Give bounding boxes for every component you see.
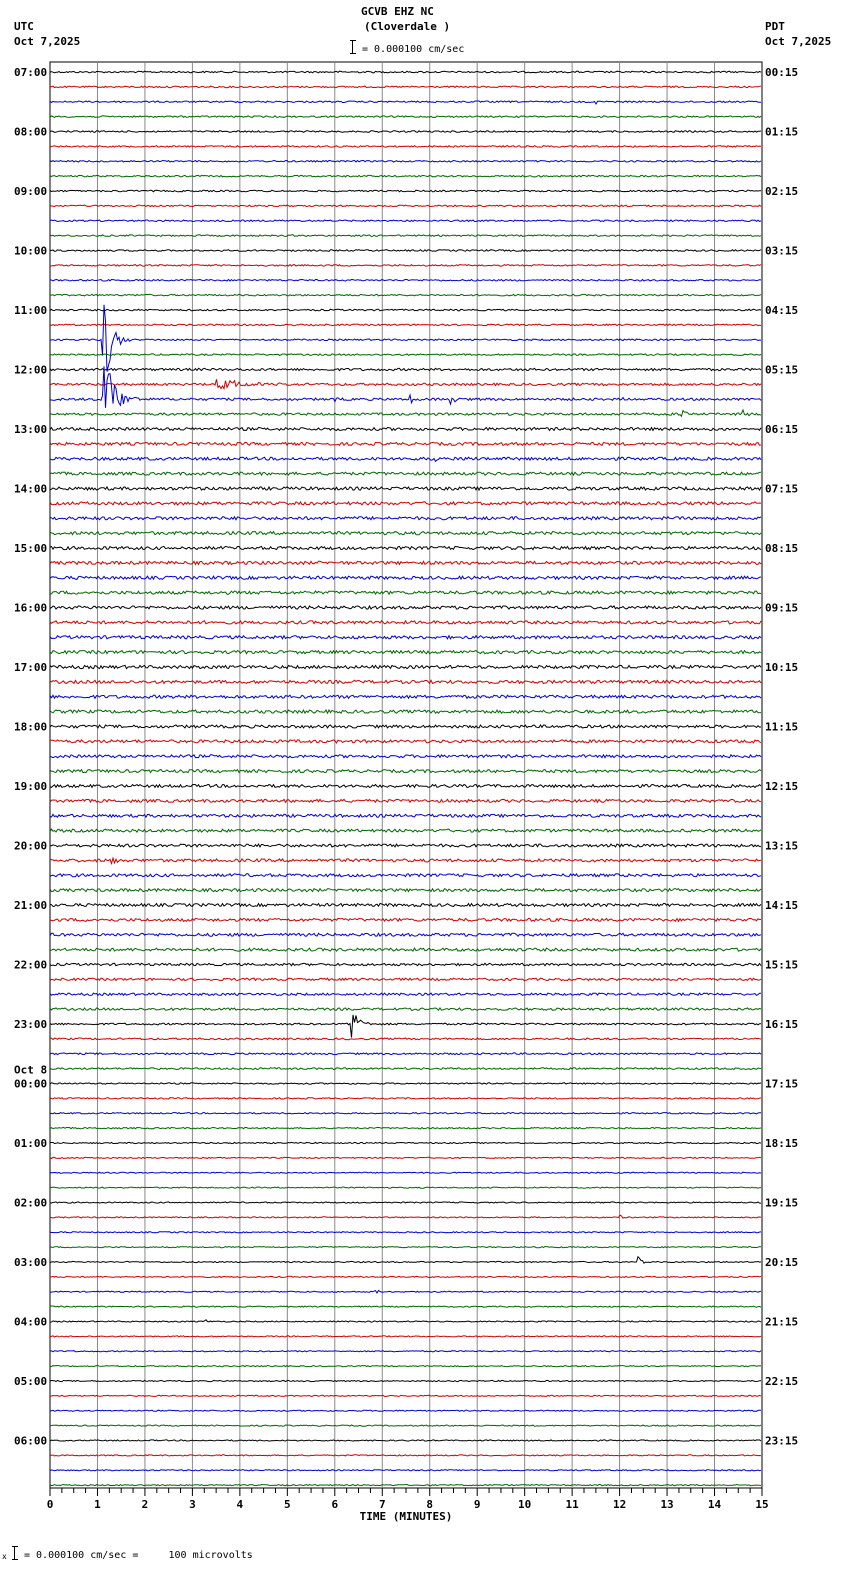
seismic-trace — [50, 368, 761, 370]
seismic-trace — [50, 305, 761, 372]
seismic-trace — [50, 680, 761, 683]
seismic-trace — [50, 963, 761, 965]
seismic-trace — [50, 161, 761, 163]
x-tick-label: 13 — [660, 1498, 674, 1511]
seismic-trace — [50, 175, 761, 177]
utc-label: UTC — [14, 20, 34, 33]
pdt-hour-label: 23:15 — [765, 1434, 799, 1448]
seismic-trace — [50, 1232, 761, 1233]
seismic-trace — [50, 591, 761, 594]
footer-scale-bar-icon — [14, 1546, 15, 1560]
utc-hour-label: 18:00 — [14, 720, 48, 734]
seismic-trace — [50, 576, 761, 579]
seismic-trace — [50, 1485, 761, 1486]
seismic-trace — [50, 1306, 761, 1307]
seismic-trace — [50, 561, 761, 564]
footer-prefix: x — [2, 1552, 7, 1561]
seismic-trace — [50, 1172, 761, 1173]
pdt-hour-label: 02:15 — [765, 185, 799, 198]
pdt-hour-label: 17:15 — [765, 1077, 799, 1091]
seismic-trace — [50, 265, 761, 267]
scale-label: = 0.000100 cm/sec — [362, 44, 465, 55]
pdt-hour-label: 22:15 — [765, 1375, 799, 1388]
utc-hour-label: 20:00 — [14, 839, 48, 853]
seismic-trace — [50, 354, 761, 356]
seismic-trace — [50, 1291, 761, 1294]
seismic-trace — [50, 502, 761, 505]
x-tick-label: 3 — [189, 1498, 196, 1511]
pdt-hour-label: 21:15 — [765, 1315, 799, 1329]
seismic-trace — [50, 829, 761, 832]
seismic-trace — [50, 517, 761, 520]
utc-hour-label: 13:00 — [14, 423, 48, 436]
seismic-trace — [50, 250, 761, 252]
seismic-trace — [50, 1320, 761, 1322]
seismic-trace — [50, 280, 761, 282]
pdt-hour-label: 09:15 — [765, 601, 799, 615]
utc-hour-label: 19:00 — [14, 780, 48, 793]
seismic-trace — [50, 101, 761, 104]
x-tick-label: 15 — [755, 1498, 769, 1511]
seismic-trace — [50, 770, 761, 773]
seismic-trace — [50, 205, 761, 207]
seismic-trace — [50, 1098, 761, 1099]
utc-hour-label: 23:00 — [14, 1018, 48, 1031]
seismic-trace — [50, 324, 761, 326]
seismic-trace — [50, 1276, 761, 1277]
x-tick-label: 5 — [284, 1498, 291, 1511]
x-tick-label: 4 — [236, 1498, 244, 1511]
utc-hour-label: 11:00 — [14, 304, 48, 317]
utc-hour-label: 05:00 — [14, 1375, 48, 1388]
seismic-trace — [50, 1187, 761, 1188]
utc-hour-label: 00:00 — [14, 1077, 48, 1091]
pdt-hour-label: 03:15 — [765, 244, 799, 258]
seismic-trace — [50, 651, 761, 654]
seismic-trace — [50, 146, 761, 148]
x-tick-label: 7 — [378, 1498, 386, 1511]
seismic-trace — [50, 190, 761, 192]
utc-hour-label: 15:00 — [14, 542, 48, 555]
utc-hour-label: 10:00 — [14, 244, 48, 258]
utc-hour-label: 04:00 — [14, 1315, 48, 1329]
utc-hour-label: 21:00 — [14, 899, 48, 912]
seismic-trace — [50, 1455, 761, 1456]
seismic-trace — [50, 799, 761, 802]
seismic-trace — [50, 86, 761, 88]
seismic-trace — [50, 814, 761, 817]
utc-hour-label: 17:00 — [14, 661, 48, 674]
pdt-hour-label: 13:15 — [765, 839, 799, 853]
x-axis-label: TIME (MINUTES) — [359, 1510, 453, 1523]
x-tick-label: 1 — [94, 1498, 101, 1511]
pdt-hour-label: 18:15 — [765, 1137, 799, 1150]
x-tick-label: 10 — [518, 1498, 532, 1511]
x-tick-label: 14 — [707, 1498, 722, 1511]
pdt-hour-label: 16:15 — [765, 1018, 799, 1031]
seismic-trace — [50, 755, 761, 758]
pdt-hour-label: 11:15 — [765, 720, 799, 734]
pdt-hour-label: 01:15 — [765, 125, 799, 139]
utc-date: Oct 7,2025 — [14, 35, 81, 48]
seismic-trace — [50, 725, 761, 728]
seismic-trace — [50, 665, 761, 668]
seismic-trace — [50, 428, 761, 431]
seismic-trace — [50, 472, 761, 475]
seismic-trace — [50, 1380, 761, 1381]
seismic-trace — [50, 1038, 761, 1040]
seismic-trace — [50, 366, 761, 408]
pdt-hour-label: 00:15 — [765, 66, 799, 79]
utc-hour-label: 06:00 — [14, 1434, 48, 1448]
x-tick-label: 6 — [331, 1498, 339, 1511]
seismic-trace — [50, 993, 761, 995]
pdt-hour-label: 15:15 — [765, 958, 799, 972]
seismic-trace — [50, 131, 761, 133]
seismic-trace — [50, 1336, 761, 1337]
pdt-hour-label: 14:15 — [765, 899, 799, 912]
seismic-trace — [50, 1113, 761, 1114]
seismic-trace — [50, 1351, 761, 1352]
seismic-trace — [50, 1470, 761, 1471]
pdt-hour-label: 19:15 — [765, 1196, 799, 1210]
seismic-trace — [50, 309, 761, 311]
pdt-hour-label: 05:15 — [765, 363, 799, 377]
seismic-trace — [50, 606, 761, 609]
seismic-trace — [50, 379, 761, 388]
x-tick-label: 9 — [473, 1498, 481, 1511]
utc-hour-label: 02:00 — [14, 1196, 48, 1210]
x-tick-label: 12 — [612, 1498, 627, 1511]
seismic-trace — [50, 918, 761, 921]
seismic-trace — [50, 235, 761, 237]
seismic-trace — [50, 889, 761, 892]
seismic-trace — [50, 710, 761, 713]
seismic-trace — [50, 1395, 761, 1396]
x-tick-label: 2 — [141, 1498, 149, 1511]
pdt-hour-label: 08:15 — [765, 542, 799, 555]
footer-scale-label: = 0.000100 cm/sec = 100 microvolts — [24, 1550, 253, 1561]
utc-hour-label: 01:00 — [14, 1137, 48, 1150]
seismic-trace — [50, 948, 761, 951]
utc-hour-label: 14:00 — [14, 482, 48, 496]
seismic-trace — [50, 933, 761, 936]
seismic-trace — [50, 1127, 761, 1128]
x-tick-label: 8 — [426, 1498, 434, 1511]
seismic-trace — [50, 546, 761, 549]
seismic-trace — [50, 1157, 761, 1158]
seismic-trace — [50, 1008, 761, 1010]
seismic-trace — [50, 978, 761, 980]
station-title: GCVB EHZ NC — [361, 5, 434, 18]
seismic-trace — [50, 442, 761, 445]
pdt-hour-label: 20:15 — [765, 1256, 799, 1269]
plot-frame — [50, 62, 762, 1488]
seismic-trace — [50, 1247, 761, 1248]
pdt-hour-label: 10:15 — [765, 661, 799, 674]
x-tick-label: 11 — [565, 1498, 579, 1511]
seismic-trace — [50, 1440, 761, 1441]
seismic-trace — [50, 1410, 761, 1411]
utc-hour-label: 03:00 — [14, 1256, 48, 1269]
seismic-trace — [50, 532, 761, 535]
pdt-date: Oct 7,2025 — [765, 35, 832, 48]
pdt-hour-label: 12:15 — [765, 780, 799, 793]
seismic-trace — [50, 785, 761, 788]
seismic-trace — [50, 1366, 761, 1367]
station-location: (Cloverdale ) — [364, 20, 451, 33]
seismic-trace — [50, 457, 761, 461]
seismic-trace — [50, 740, 761, 743]
utc-hour-label: 22:00 — [14, 958, 48, 972]
pdt-label: PDT — [765, 20, 785, 33]
utc-hour-label: 12:00 — [14, 363, 48, 377]
seismic-trace — [50, 1202, 761, 1203]
pdt-hour-label: 04:15 — [765, 304, 799, 317]
seismic-trace — [50, 858, 761, 863]
seismic-trace — [50, 621, 761, 624]
seismic-trace — [50, 116, 761, 118]
seismic-trace — [50, 71, 761, 73]
seismic-trace — [50, 1053, 761, 1055]
seismic-trace — [50, 487, 761, 490]
seismic-trace — [50, 1215, 761, 1218]
seismic-trace — [50, 636, 761, 639]
utc-hour-label: 08:00 — [14, 125, 48, 139]
x-tick-label: 0 — [46, 1498, 54, 1511]
utc-hour-label: 07:00 — [14, 66, 48, 79]
seismic-trace — [50, 1142, 761, 1143]
seismic-trace — [50, 874, 761, 877]
date-change-label: Oct 8 — [14, 1063, 48, 1077]
seismic-trace — [50, 220, 761, 222]
pdt-hour-label: 06:15 — [765, 423, 799, 436]
seismic-trace — [50, 1083, 761, 1084]
seismic-trace — [50, 844, 761, 847]
seismic-trace — [50, 1425, 761, 1426]
seismic-trace — [50, 695, 761, 698]
seismic-trace — [50, 1068, 761, 1070]
pdt-hour-label: 07:15 — [765, 482, 799, 496]
seismic-trace — [50, 1257, 761, 1264]
seismic-trace — [50, 294, 761, 296]
seismic-trace — [50, 904, 761, 907]
utc-hour-label: 16:00 — [14, 601, 48, 615]
seismic-trace — [50, 410, 761, 416]
utc-hour-label: 09:00 — [14, 185, 48, 198]
seismic-trace — [50, 1015, 761, 1038]
